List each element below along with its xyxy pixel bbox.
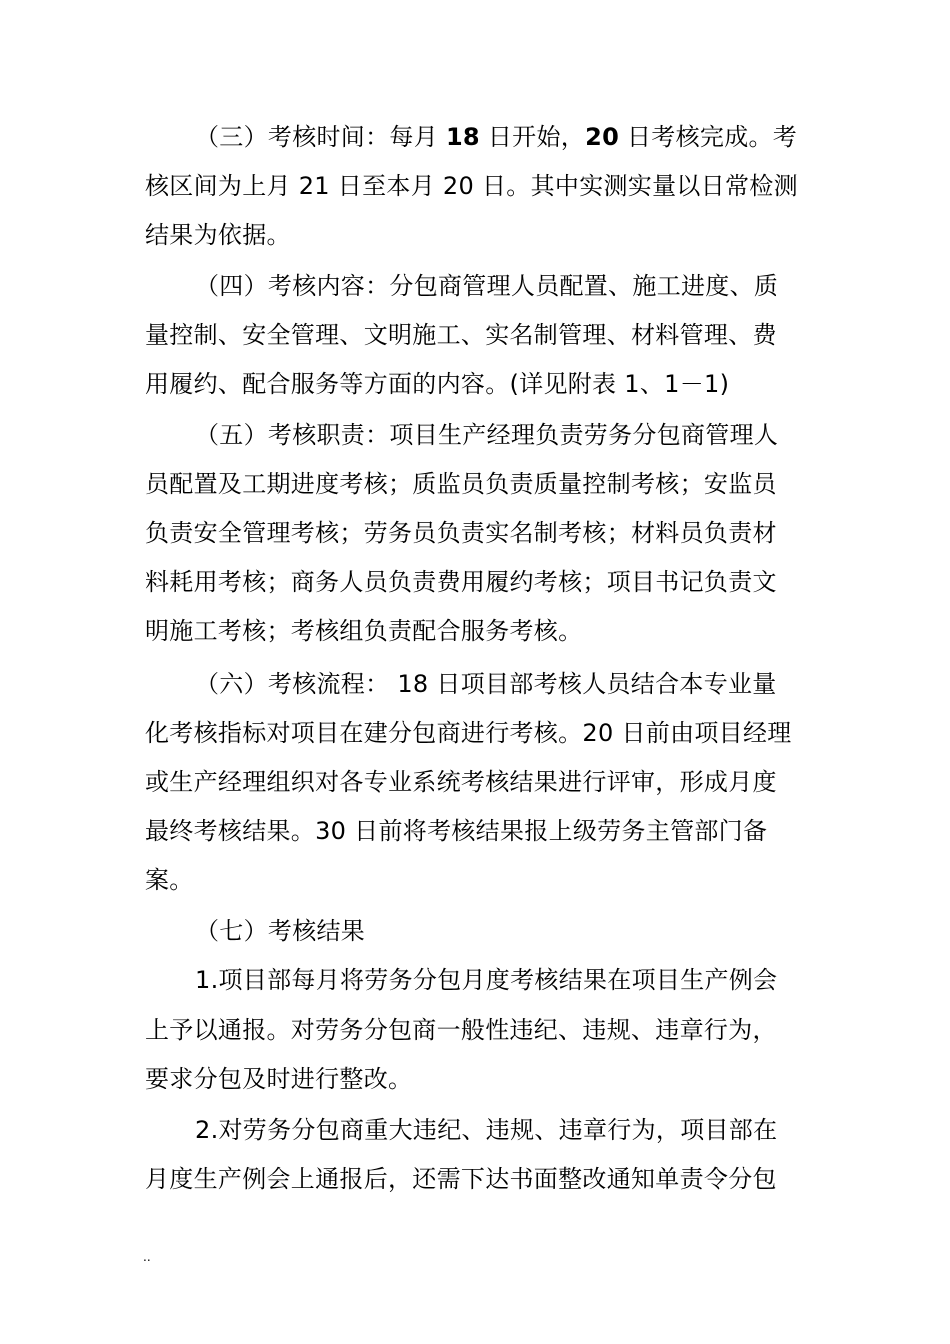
- section-6-line-1: （六）考核流程： 18 日项目部考核人员结合本专业量: [195, 670, 777, 698]
- end-day-number: 20: [585, 123, 620, 151]
- section-4-line-2: 量控制、安全管理、文明施工、实名制管理、材料管理、费: [145, 321, 777, 349]
- section-6-line-4: 最终考核结果。30 日前将考核结果报上级劳务主管部门备: [145, 817, 768, 845]
- section-5-line-1: （五）考核职责：项目生产经理负责劳务分包商管理人: [195, 421, 779, 449]
- footer-mark: ..: [143, 1250, 151, 1264]
- start-day-number: 18: [445, 123, 480, 151]
- section-3-text: （三）考核时间：每月: [195, 123, 446, 151]
- section-6-line-2: 化考核指标对项目在建分包商进行考核。20 日前由项目经理: [145, 719, 792, 747]
- section-5-line-5: 明施工考核；考核组负责配合服务考核。: [145, 617, 583, 645]
- section-3-line-1: [195, 122, 810, 152]
- section-4-line-1: （四）考核内容：分包商管理人员配置、施工进度、质: [195, 272, 779, 300]
- result-item-1-line-3: 要求分包及时进行整改。: [145, 1065, 413, 1093]
- section-3-line-3: 结果为依据。: [145, 221, 291, 249]
- section-3-text: 日开始，: [479, 123, 586, 151]
- section-3-text: 日考核完成。考: [619, 123, 798, 151]
- section-6-line-5: 案。: [145, 866, 194, 894]
- result-item-2-line-1: 2.对劳务分包商重大违纪、违规、违章行为，项目部在: [195, 1116, 778, 1144]
- section-4-line-3: 用履约、配合服务等方面的内容。(详见附表 1、1－1): [145, 370, 730, 398]
- result-item-2-line-2: 月度生产例会上通报后，还需下达书面整改通知单责令分包: [145, 1165, 777, 1193]
- section-3-line-2: 核区间为上月 21 日至本月 20 日。其中实测实量以日常检测: [145, 172, 798, 200]
- section-5-line-3: 负责安全管理考核；劳务员负责实名制考核；材料员负责材: [145, 519, 777, 547]
- result-item-1-line-2: 上予以通报。对劳务分包商一般性违纪、违规、违章行为，: [145, 1016, 777, 1044]
- section-5-line-2: 员配置及工期进度考核；质监员负责质量控制考核；安监员: [145, 470, 777, 498]
- section-7-heading: （七）考核结果: [195, 917, 366, 945]
- section-6-line-3: 或生产经理组织对各专业系统考核结果进行评审，形成月度: [145, 768, 777, 796]
- result-item-1-line-1: 1.项目部每月将劳务分包月度考核结果在项目生产例会: [195, 966, 778, 994]
- section-5-line-4: 料耗用考核；商务人员负责费用履约考核；项目书记负责文: [145, 568, 777, 596]
